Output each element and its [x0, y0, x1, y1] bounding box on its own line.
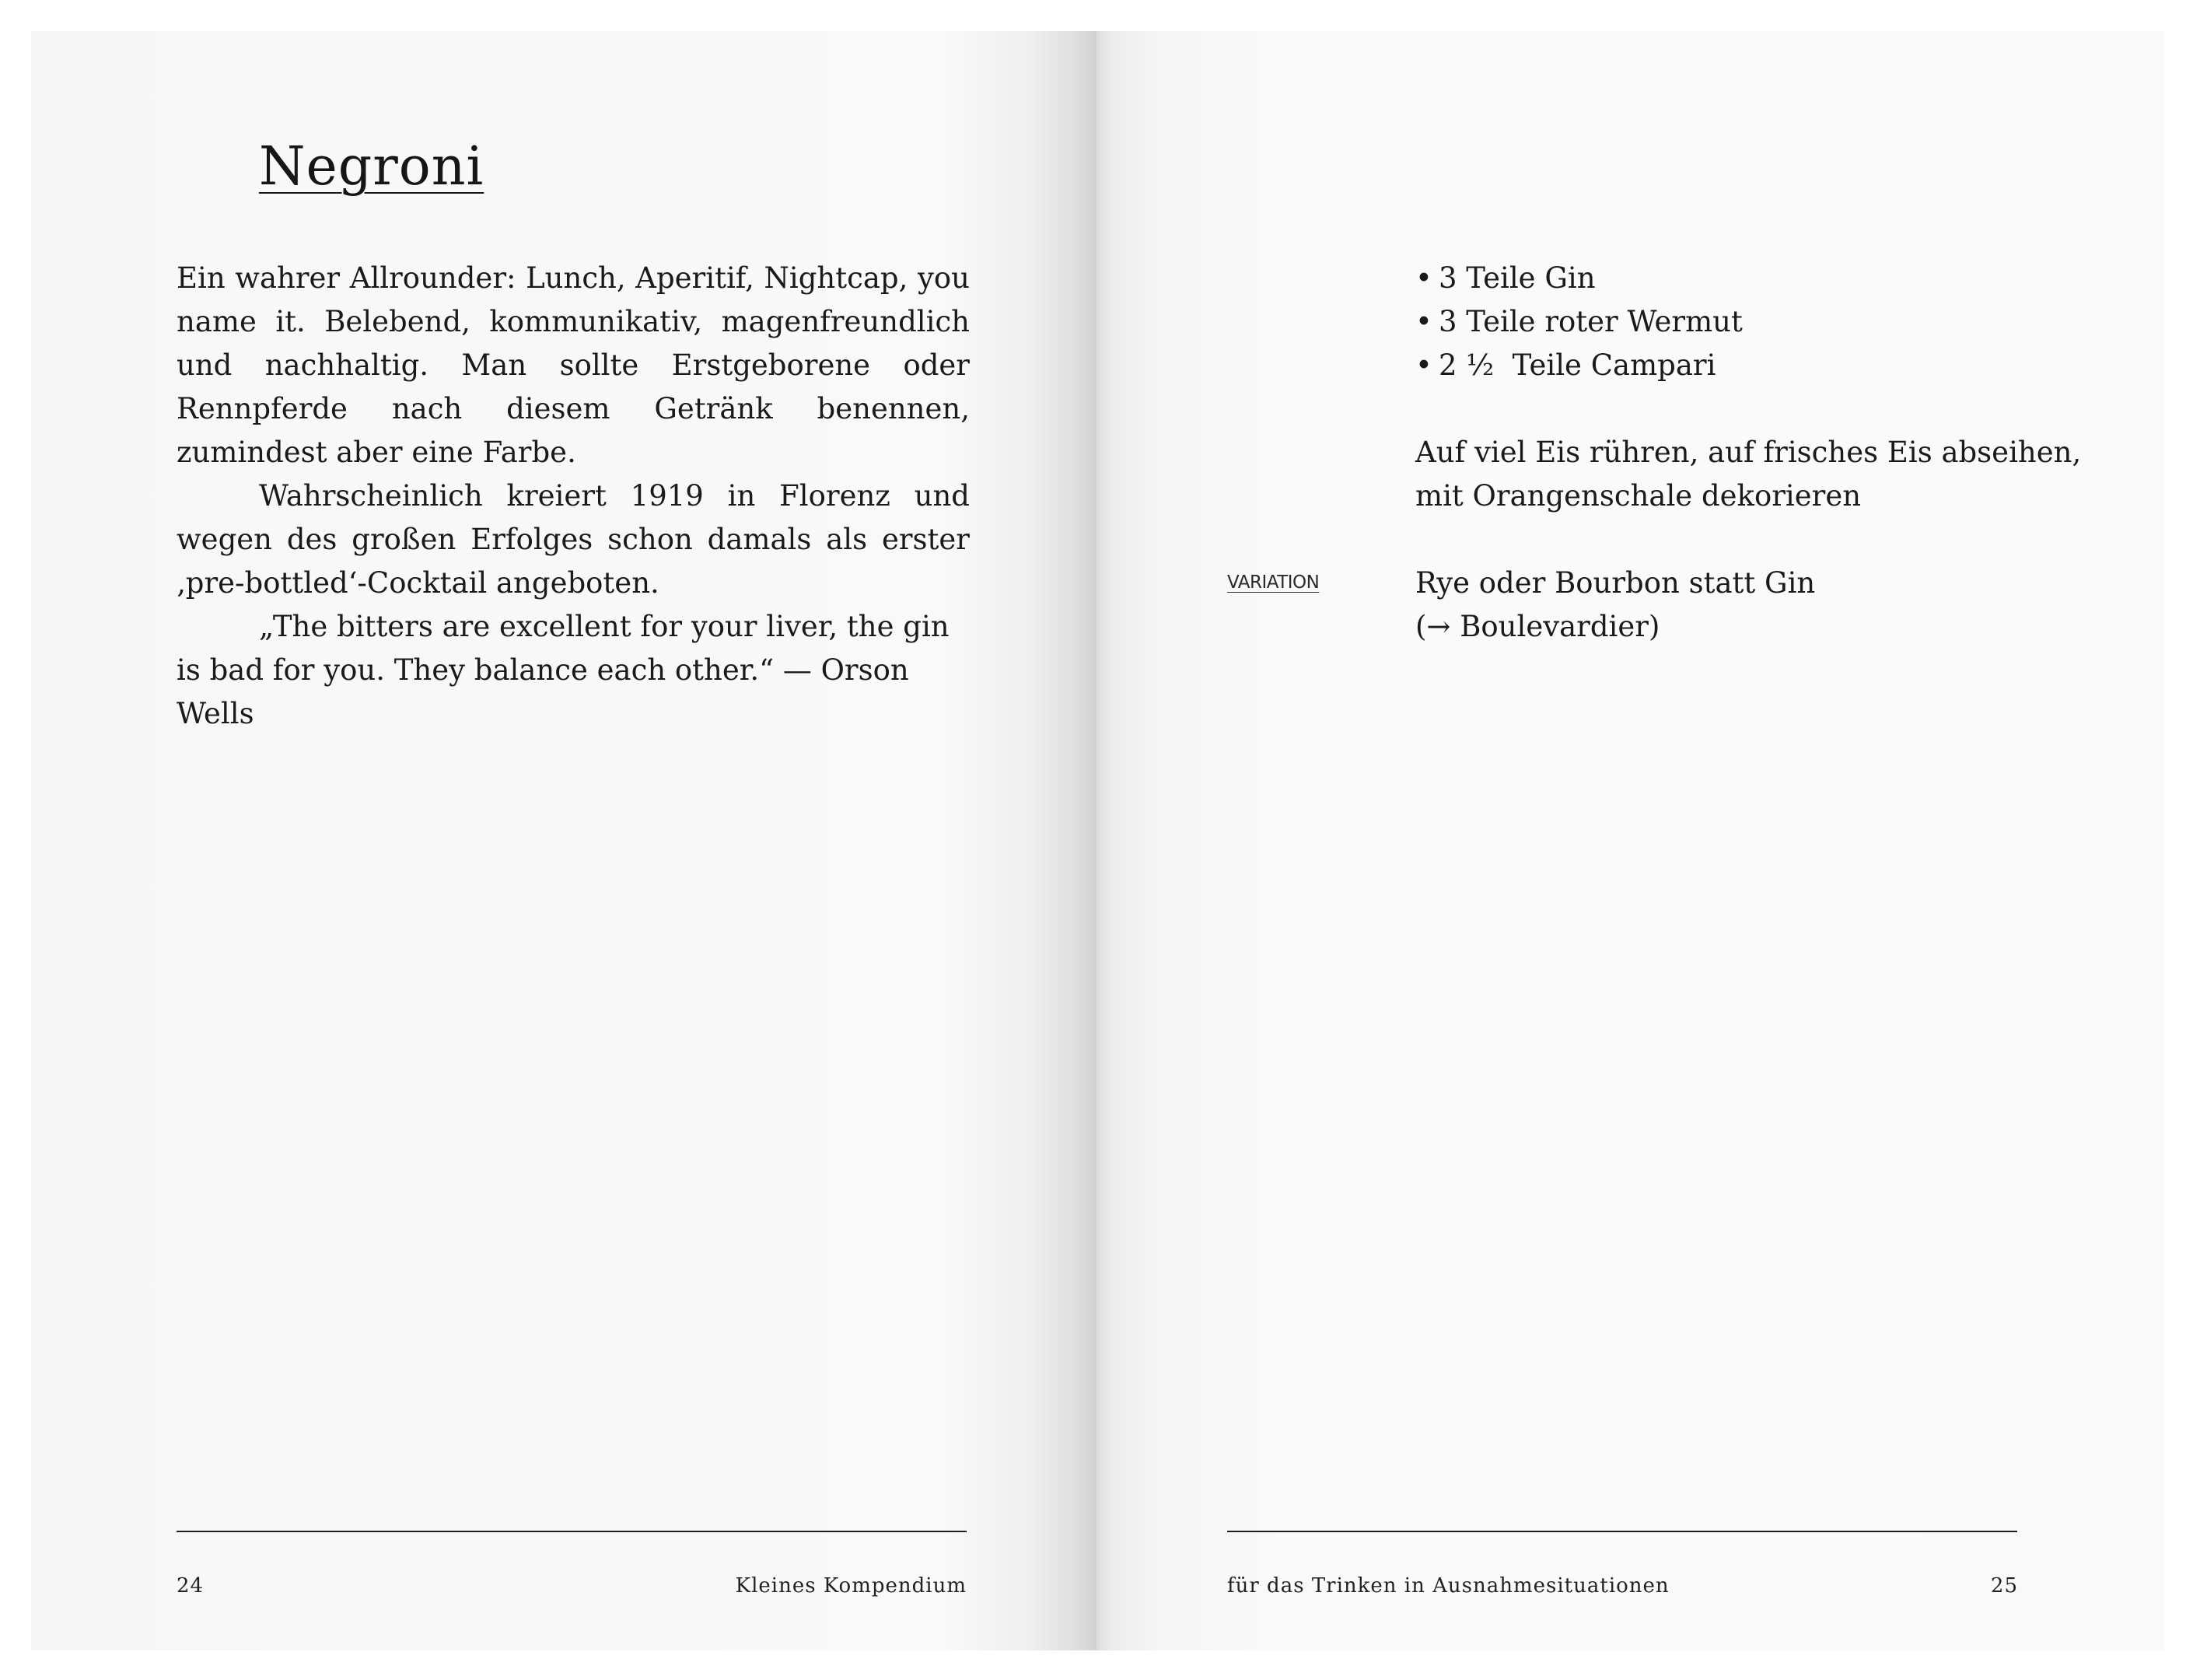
intro-text — [177, 257, 970, 736]
left-page — [31, 31, 1096, 1650]
bullet-icon: • — [1415, 305, 1432, 338]
ingredient-list — [1415, 257, 1743, 387]
paragraph-quote: „The bitters are excellent for your liver, the gin is bad for you. They balance each other.“ — Orson Wells — [177, 610, 950, 730]
footer-rule-right — [1227, 1531, 2017, 1532]
page-title: Negroni — [259, 136, 484, 198]
ingredient-text: 3 Teile Gin — [1439, 261, 1596, 295]
ingredient-item — [1415, 344, 1743, 387]
ingredient-item — [1415, 300, 1743, 344]
bullet-icon: • — [1415, 348, 1432, 382]
variation-text — [1415, 562, 2084, 649]
variation-line: Rye oder Bourbon statt Gin — [1415, 566, 1816, 600]
running-head-left: Kleines Kompendium — [735, 1574, 967, 1598]
paragraph-intro: Ein wahrer Allrounder: Lunch, Aperitif, Nightcap, you name it. Belebend, kommunikativ, magenfreundlich und nachhaltig. Man sollte Erstgeborene oder Rennpferde nach diesem Getränk benennen, zumindest aber eine Farbe. — [177, 261, 970, 469]
ingredient-text: 2 ½ Teile Campari — [1439, 348, 1716, 382]
ingredient-item — [1415, 257, 1743, 300]
preparation-instructions: Auf viel Eis rühren, auf frisches Eis abseihen, mit Orangenschale dekorieren — [1415, 436, 2082, 513]
right-page — [1096, 31, 2163, 1650]
book-spread — [31, 31, 2163, 1650]
page-number-right: 25 — [1990, 1574, 2018, 1598]
running-head-right: für das Trinken in Ausnahmesituationen — [1227, 1574, 1670, 1598]
bullet-icon: • — [1415, 261, 1432, 295]
variation-label: VARIATION — [1227, 572, 1320, 593]
footer-rule-left — [177, 1531, 967, 1532]
ingredient-text: 3 Teile roter Wermut — [1439, 305, 1743, 338]
page-number-left: 24 — [177, 1574, 205, 1598]
paragraph-history: Wahrscheinlich kreiert 1919 in Florenz und wegen des großen Erfolges schon damals als erster ‚pre-bottled‘-Cocktail angeboten. — [177, 479, 970, 600]
variation-cross-reference: (→ Boulevardier) — [1415, 610, 1660, 643]
